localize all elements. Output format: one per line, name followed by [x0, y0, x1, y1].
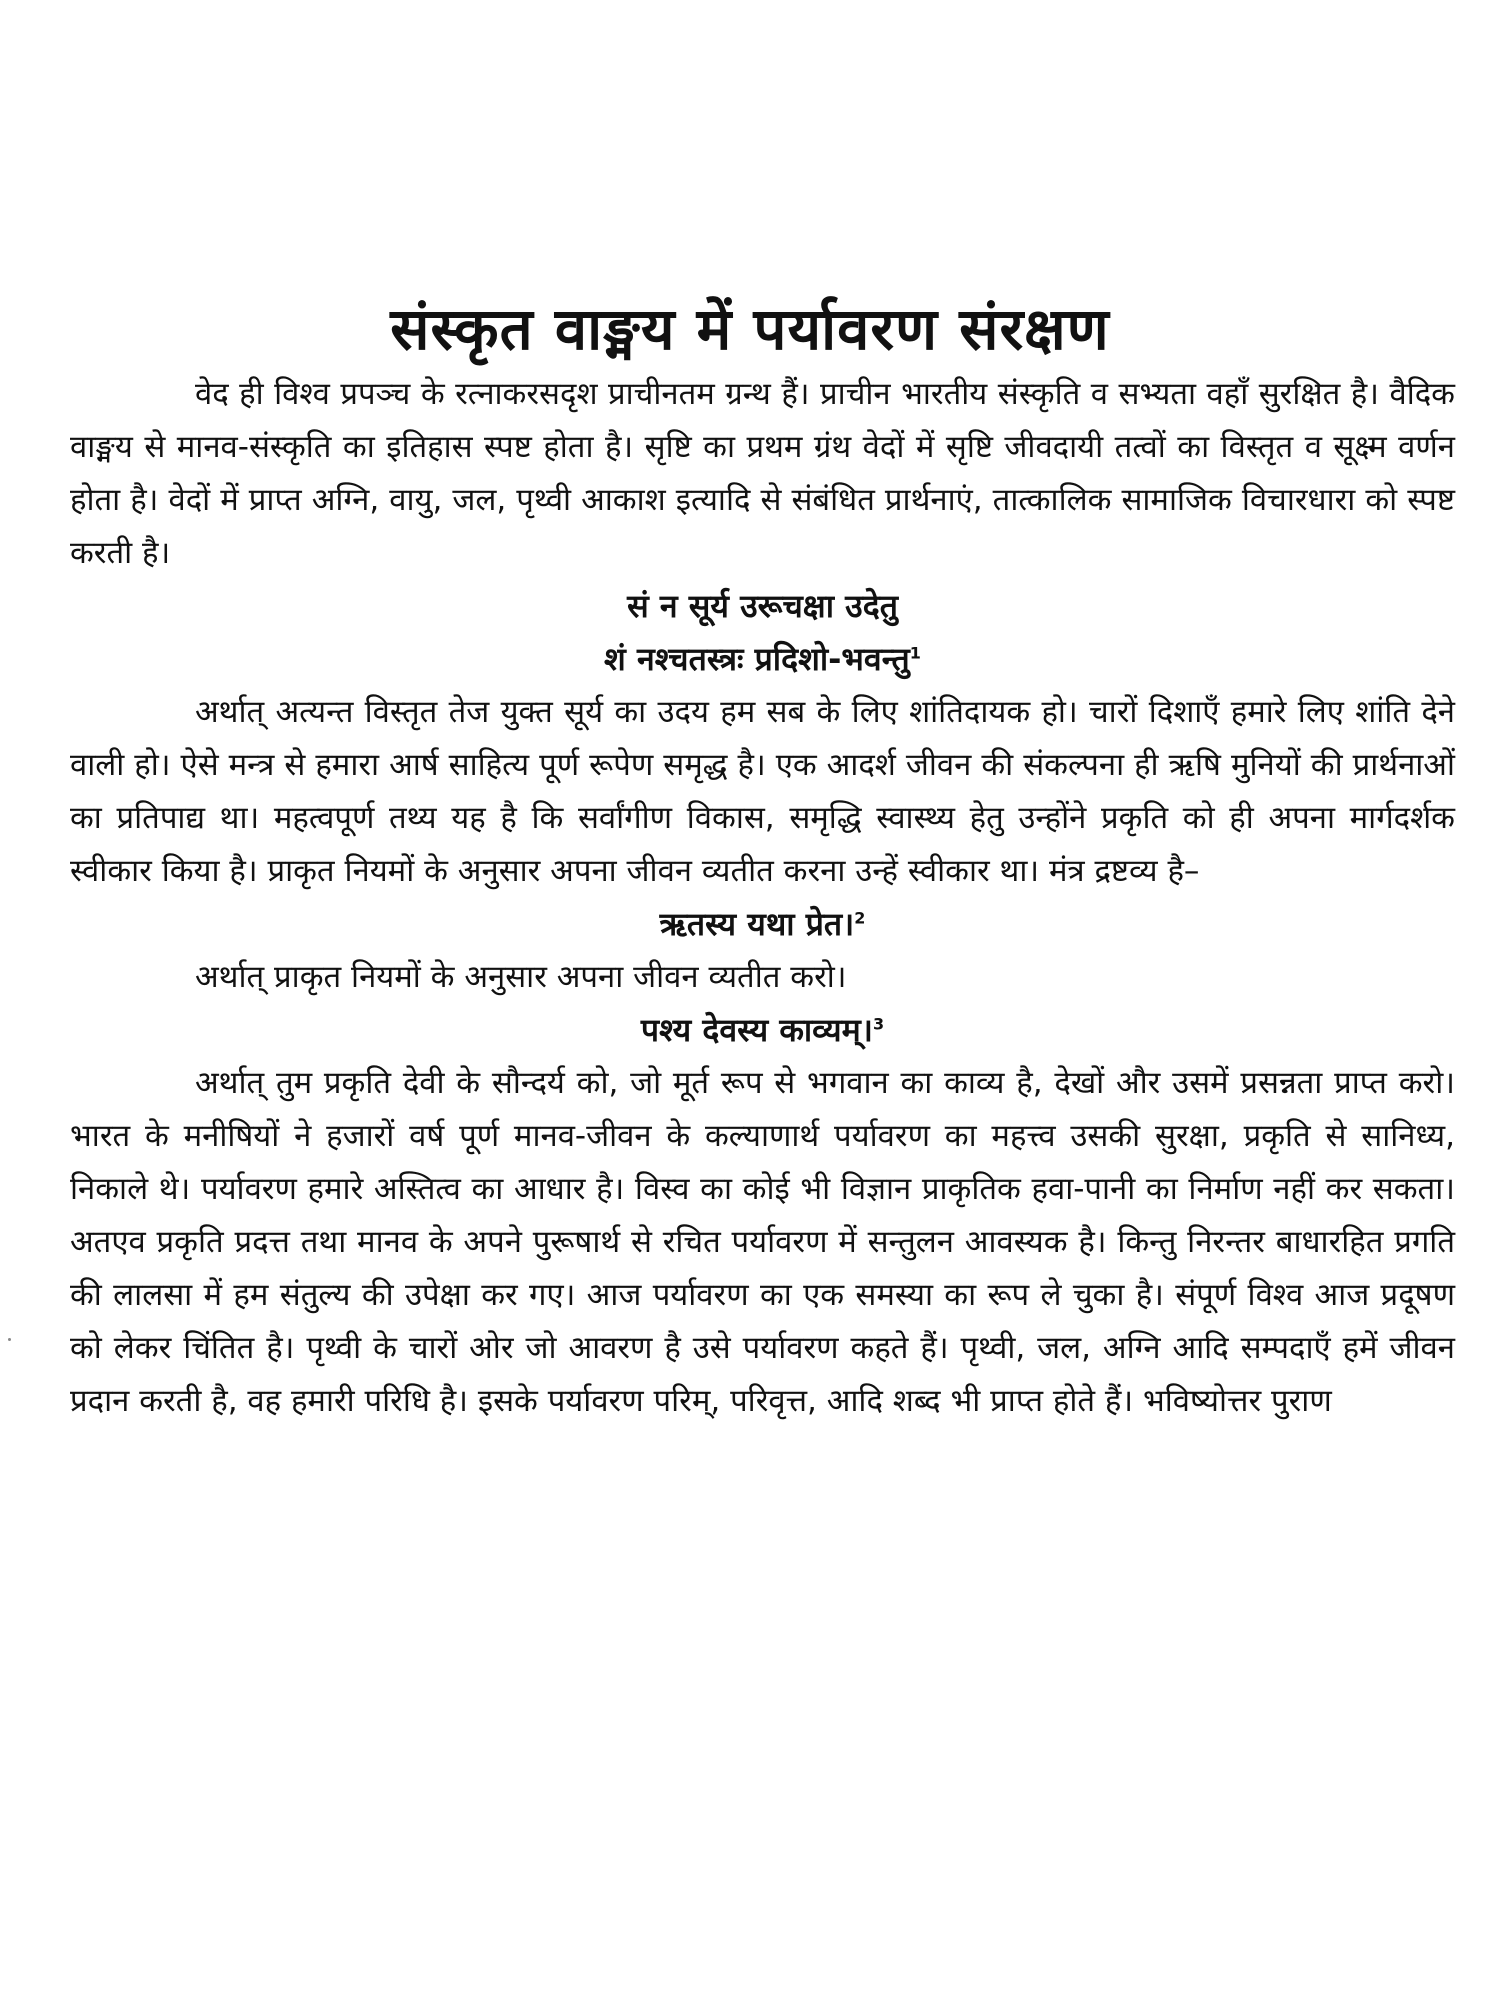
- verse-1-line-2: [70, 633, 1455, 686]
- footnote-ref-2: 2: [854, 908, 866, 928]
- footnote-ref-1: 1: [909, 643, 921, 663]
- verse-3-text: पश्य देवस्य काव्यम्।: [640, 1011, 873, 1049]
- article-body: [70, 368, 1455, 1428]
- scan-speck: [8, 1338, 11, 1341]
- verse-2-text: ऋतस्य यथा प्रेत।: [659, 905, 855, 943]
- page-title: संस्कृत वाङ्मय में पर्यावरण संरक्षण: [390, 294, 1110, 363]
- paragraph-explanation-1: अर्थात् अत्यन्त विस्तृत तेज युक्त सूर्य का उदय हम सब के लिए शांतिदायक हो। चारों दिशाएँ हमारे लिए शांति देने वाली हो। ऐसे मन्त्र से हमारा आर्ष साहित्य पूर्ण रूपेण समृद्ध है। एक आदर्श जीवन की संकल्पना ही ऋषि मुनियों की प्रार्थनाओं का प्रतिपाद्य था। महत्वपूर्ण तथ्य यह है कि सर्वांगीण विकास, समृद्धि स्वास्थ्य हेतु उन्होंने प्रकृति को ही अपना मार्गदर्शक स्वीकार किया है। प्राकृत नियमों के अनुसार अपना जीवन व्यतीत करना उन्हें स्वीकार था। मंत्र द्रष्टव्य है–: [70, 694, 1455, 889]
- paragraph-explanation-3: अर्थात् तुम प्रकृति देवी के सौन्दर्य को, जो मूर्त रूप से भगवान का काव्य है, देखों और उसमें प्रसन्नता प्राप्त करो। भारत के मनीषियों ने हजारों वर्ष पूर्ण मानव-जीवन के कल्याणार्थ पर्यावरण का महत्त्व उसकी सुरक्षा, प्रकृति से सानिध्य, निकाले थे। पर्यावरण हमारे अस्तित्व का आधार है। विस्व का कोई भी विज्ञान प्राकृतिक हवा-पानी का निर्माण नहीं कर सकता। अतएव प्रकृति प्रदत्त तथा मानव के अपने पुरूषार्थ से रचित पर्यावरण में सन्तुलन आवस्यक है। किन्तु निरन्तर बाधारहित प्रगति की लालसा में हम संतुल्य की उपेक्षा कर गए। आज पर्यावरण का एक समस्या का रूप ले चुका है। संपूर्ण विश्व आज प्रदूषण को लेकर चिंतित है। पृथ्वी के चारों ओर जो आवरण है उसे पर्यावरण कहते हैं। पृथ्वी, जल, अग्नि आदि सम्पदाएँ हमें जीवन प्रदान करती है, वह हमारी परिधि है। इसके पर्यावरण परिम्, परिवृत्त, आदि शब्द भी प्राप्त होते हैं। भविष्योत्तर पुराण: [70, 1065, 1455, 1419]
- paragraph-explanation-2: अर्थात् प्राकृत नियमों के अनुसार अपना जीवन व्यतीत करो।: [195, 959, 847, 995]
- paragraph-intro: वेद ही विश्व प्रपञ्च के रत्नाकरसदृश प्राचीनतम ग्रन्थ हैं। प्राचीन भारतीय संस्कृति व सभ्यता वहाँ सुरक्षित है। वैदिक वाङ्मय से मानव-संस्कृति का इतिहास स्पष्ट होता है। सृष्टि का प्रथम ग्रंथ वेदों में सृष्टि जीवदायी तत्वों का विस्तृत व सूक्ष्म वर्णन होता है। वेदों में प्राप्त अग्नि, वायु, जल, पृथ्वी आकाश इत्यादि से संबंधित प्रार्थनाएं, तात्कालिक सामाजिक विचारधारा को स्पष्ट करती है।: [70, 376, 1455, 571]
- verse-1-line-1: सं न सूर्य उरूचक्षा उदेतु: [627, 587, 898, 625]
- footnote-ref-3: 3: [872, 1014, 885, 1034]
- verse-1-line-2-text: शं नश्चतस्त्रः प्रदिशो-भवन्तु: [604, 640, 910, 678]
- verse-3: [70, 1004, 1455, 1057]
- verse-2: [70, 898, 1455, 951]
